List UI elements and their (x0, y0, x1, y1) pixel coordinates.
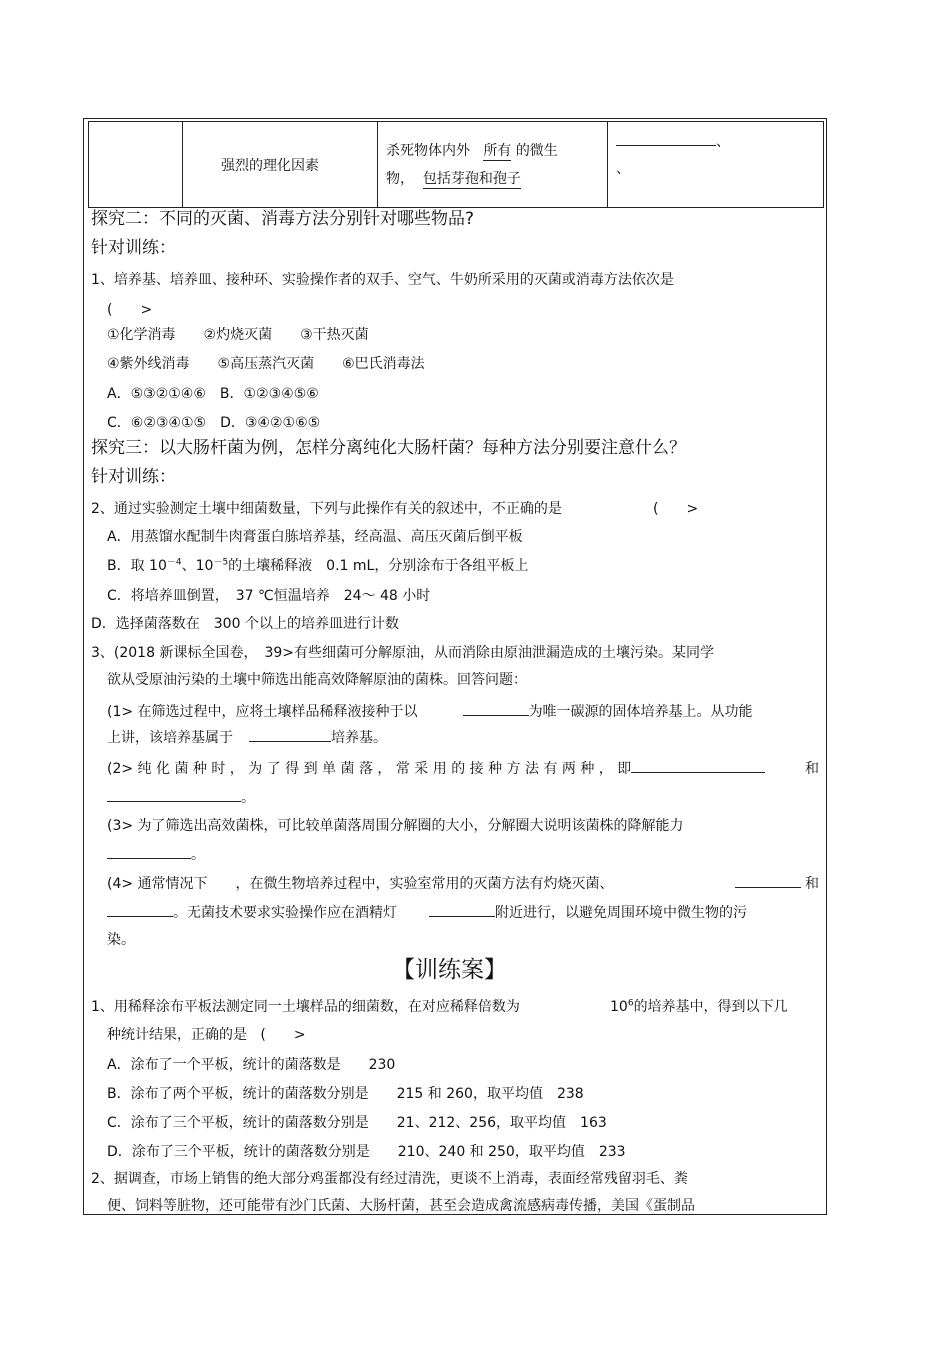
t1-stem-line2: 种统计结果，正确的是 ( > (107, 1027, 306, 1043)
effect-keyword: 所有 (483, 143, 512, 159)
table-divider (377, 121, 378, 208)
t1-option-a: A．涂布了一个平板，统计的菌落数是 230 (107, 1057, 396, 1073)
q2-option-a: A．用蒸馏水配制牛肉膏蛋白胨培养基，经高温、高压灭菌后倒平板 (107, 529, 523, 545)
q2-paren: ( > (653, 501, 699, 517)
q3-part1-line1: (1> 在筛选过程中，应将土壤样品稀释液接种于以 为唯一碳源的固体培养基上。从功能 (107, 704, 753, 720)
q3-part1-line2: 上讲，该培养基属于 培养基。 (107, 730, 387, 746)
q3-part2-line1: (2> 纯 化 菌 种 时 ， 为 了 得 到 单 菌 落 ， 常 采 用 的 接 种 方 法 有 两 种 ， 即 和 (107, 761, 819, 777)
q1-stem: 1、培养基、培养皿、接种环、实验操作者的双手、空气、牛奶所采用的灭菌或消毒方法依次是 (91, 272, 674, 288)
table-blank-cell: 、 (616, 133, 730, 151)
q1-paren: ( > (107, 302, 153, 318)
table-factor: 强烈的理化因素 (221, 158, 319, 174)
q2-stem: 2、通过实验测定土壤中细菌数量，下列与此操作有关的叙述中，不正确的是 (91, 501, 562, 517)
q3-part4-line1: (4> 通常情况下 ，在微生物培养过程中，实验室常用的灭菌方法有灼烧灭菌、 和 (107, 876, 819, 892)
q2-option-d: D．选择菌落数在 300 个以上的培养皿进行计数 (91, 616, 399, 632)
q1-options-row2: ④紫外线消毒 ⑤高压蒸汽灭菌 ⑥巴氏消毒法 (107, 356, 425, 372)
t2-line2: 便、饲料等脏物，还可能带有沙门氏菌、大肠杆菌，甚至会造成禽流感病毒传播，美国《蛋制品 (107, 1198, 695, 1214)
explore3-train: 针对训练： (91, 467, 176, 487)
table-mark: 、 (616, 161, 630, 177)
explore2-title: 探究二：不同的灭菌、消毒方法分别针对哪些物品? (91, 209, 475, 229)
table-divider (607, 121, 608, 208)
q3-stem-line2: 欲从受原油污染的土壤中筛选出能高效降解原油的菌株。回答问题： (107, 672, 527, 688)
q1-choices-ab: A．⑤③②①④⑥ B．①②③④⑤⑥ (107, 386, 319, 402)
q2-option-c: C．将培养皿倒置， 37 ℃恒温培养 24～ 48 小时 (107, 588, 431, 604)
table-divider (182, 121, 183, 208)
q3-part4-line3: 染。 (107, 932, 135, 948)
t1-option-b: B．涂布了两个平板，统计的菌落数分别是 215 和 260，取平均值 238 (107, 1086, 584, 1102)
explore3-title: 探究三：以大肠杆菌为例，怎样分离纯化大肠杆菌？每种方法分别要注意什么？ (91, 438, 686, 458)
t1-option-d: D．涂布了三个平板，统计的菌落数分别是 210、240 和 250，取平均值 233 (107, 1144, 626, 1160)
effect-keyword-2: 包括芽孢和孢子 (422, 171, 521, 187)
q3-part4-line2: 。无菌技术要求实验操作应在酒精灯 附近进行，以避免周围环境中微生物的污 (107, 904, 747, 922)
q3-part3-line2: 。 (107, 846, 205, 864)
q3-stem-line1: 3、(2018 新课标全国卷， 39>有些细菌可分解原油，从而消除由原油泄漏造成的土壤污染。某同学 (91, 645, 714, 661)
q1-choices-cd: C．⑥②③④①⑤ D．③④②①⑥⑤ (107, 415, 321, 431)
t1-stem-exponent: $10^6$的培养基中，得到以下几 (610, 998, 788, 1015)
t2-line1: 2、据调查，市场上销售的绝大部分鸡蛋都没有经过清洗，更谈不上消毒，表面经常残留羽毛、粪 (91, 1171, 688, 1187)
q3-part3-line1: (3> 为了筛选出高效菌株，可比较单菌落周围分解圈的大小，分解圈大说明该菌株的降解能力 (107, 818, 684, 834)
t1-option-c: C．涂布了三个平板，统计的菌落数分别是 21、212、256，取平均值 163 (107, 1115, 607, 1131)
q1-options-row1: ①化学消毒 ②灼烧灭菌 ③干热灭菌 (107, 327, 369, 343)
q2-option-b: B．取 $10^{-4}$、$10^{-5}$的土壤稀释液 0.1 mL，分别涂布于各组平板上 (107, 557, 529, 574)
q3-part2-line2: 。 (107, 789, 255, 807)
table-effect-line1: 杀死物体内外 所有 的微生 (386, 143, 558, 159)
t1-stem-line1: 1、用稀释涂布平板法测定同一土壤样品的细菌数，在对应稀释倍数为 (91, 999, 520, 1015)
table-effect-line2: 物， 包括芽孢和孢子 (386, 171, 521, 187)
explore2-train: 针对训练： (91, 238, 176, 258)
section-title: 【训练案】 (392, 957, 507, 983)
